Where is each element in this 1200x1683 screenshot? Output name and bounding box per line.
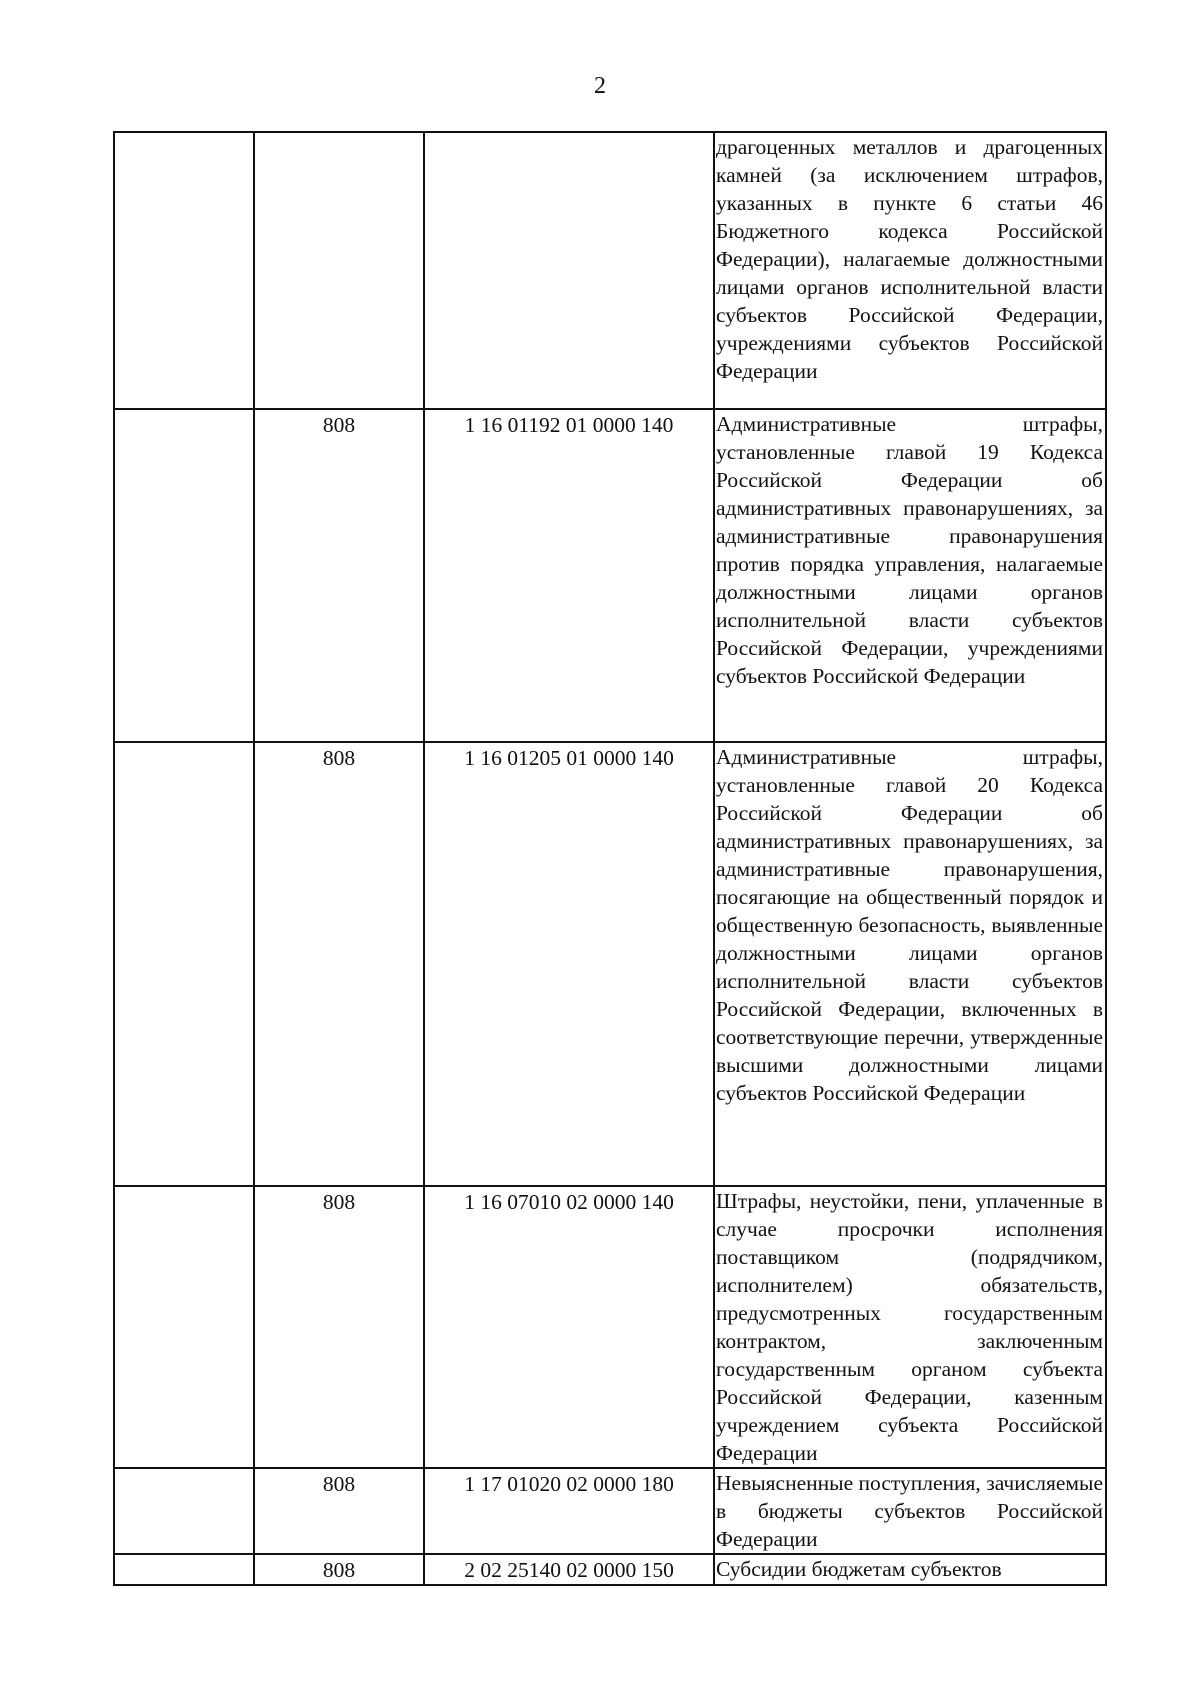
admin-code-cell — [254, 132, 424, 409]
empty-cell — [114, 1468, 254, 1554]
budget-revenue-table — [113, 131, 1107, 1586]
empty-cell — [114, 742, 254, 1186]
admin-code-cell: 808 — [254, 1468, 424, 1554]
table-row — [114, 1554, 1106, 1585]
empty-cell — [114, 1186, 254, 1468]
empty-cell — [114, 132, 254, 409]
table-row — [114, 742, 1106, 1186]
budget-code-cell: 1 16 01192 01 0000 140 — [424, 409, 714, 742]
empty-cell — [114, 409, 254, 742]
budget-code-cell: 1 17 01020 02 0000 180 — [424, 1468, 714, 1554]
description-cell: Административные штрафы, установленные главой 19 Кодекса Российской Федерации об административных правонарушениях, за административные правонарушения против порядка управления, налагаемые должностными лицами органов исполнительной власти субъектов Российской Федерации, учреждениями субъектов Российской Федерации — [714, 409, 1106, 742]
table-row — [114, 409, 1106, 742]
admin-code-cell: 808 — [254, 1186, 424, 1468]
description-cell: драгоценных металлов и драгоценных камней (за исключением штрафов, указанных в пункте 6 статьи 46 Бюджетного кодекса Российской Федерации), налагаемые должностными лицами органов исполнительной власти субъектов Российской Федерации, учреждениями субъектов Российской Федерации — [714, 132, 1106, 409]
table-row — [114, 1186, 1106, 1468]
budget-code-cell: 1 16 01205 01 0000 140 — [424, 742, 714, 1186]
table-row — [114, 132, 1106, 409]
admin-code-cell: 808 — [254, 742, 424, 1186]
budget-code-cell — [424, 132, 714, 409]
admin-code-cell: 808 — [254, 1554, 424, 1585]
page-number: 2 — [594, 73, 606, 99]
description-cell: Невыясненные поступления, зачисляемые в бюджеты субъектов Российской Федерации — [714, 1468, 1106, 1554]
description-cell: Административные штрафы, установленные главой 20 Кодекса Российской Федерации об административных правонарушениях, за административные правонарушения, посягающие на общественный порядок и общественную безопасность, выявленные должностными лицами органов исполнительной власти субъектов Российской Федерации, включенных в соответствующие перечни, утвержденные высшими должностными лицами субъектов Российской Федерации — [714, 742, 1106, 1186]
admin-code-cell: 808 — [254, 409, 424, 742]
budget-code-cell: 1 16 07010 02 0000 140 — [424, 1186, 714, 1468]
empty-cell — [114, 1554, 254, 1585]
description-cell: Штрафы, неустойки, пени, уплаченные в случае просрочки исполнения поставщиком (подрядчиком, исполнителем) обязательств, предусмотренных государственным контрактом, заключенным государственным органом субъекта Российской Федерации, казенным учреждением субъекта Российской Федерации — [714, 1186, 1106, 1468]
table-row — [114, 1468, 1106, 1554]
budget-code-cell: 2 02 25140 02 0000 150 — [424, 1554, 714, 1585]
description-cell: Субсидии бюджетам субъектов — [714, 1554, 1106, 1585]
